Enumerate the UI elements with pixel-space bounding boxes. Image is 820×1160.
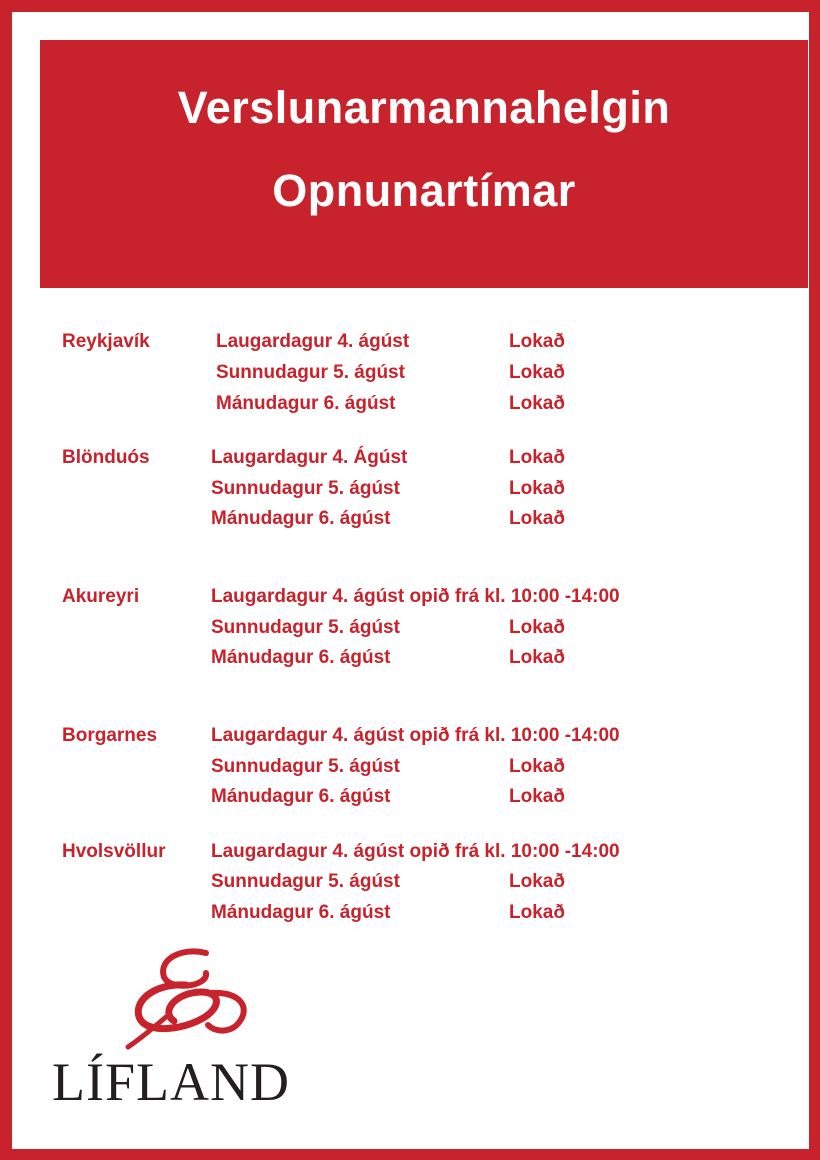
- schedule-day: Mánudagur 6. ágúst: [211, 902, 391, 923]
- schedule-day: Laugardagur 4. ágúst opið frá kl. 10:00 -14:00: [211, 841, 620, 862]
- schedule-status: Lokað: [509, 902, 565, 923]
- schedule-status: Lokað: [509, 331, 565, 352]
- schedule-day: Laugardagur 4. ágúst opið frá kl. 10:00 -14:00: [211, 586, 620, 607]
- schedule-status: Lokað: [509, 617, 565, 638]
- location-name: Akureyri: [62, 586, 140, 607]
- schedule-status: Lokað: [509, 647, 565, 668]
- schedule-day: Mánudagur 6. ágúst: [211, 647, 391, 668]
- location-name: Reykjavík: [62, 331, 150, 352]
- schedule-day: Laugardagur 4. ágúst: [216, 331, 410, 352]
- schedule-day: Sunnudagur 5. ágúst: [211, 756, 400, 777]
- schedule-day: Sunnudagur 5. ágúst: [216, 362, 405, 383]
- schedule-day: Laugardagur 4. Ágúst: [211, 447, 408, 468]
- schedule-day: Sunnudagur 5. ágúst: [211, 617, 400, 638]
- schedule-status: Lokað: [509, 786, 565, 807]
- schedule-day: Sunnudagur 5. ágúst: [211, 871, 400, 892]
- header-title: Verslunarmannahelgin: [177, 82, 671, 133]
- schedule-status: Lokað: [509, 478, 565, 499]
- schedule-status: Lokað: [509, 362, 565, 383]
- schedule-status: Lokað: [509, 756, 565, 777]
- logo-wordmark: LÍFLAND: [52, 1052, 290, 1112]
- schedule-status: Lokað: [509, 871, 565, 892]
- schedule-day: Mánudagur 6. ágúst: [216, 393, 396, 414]
- header-subtitle: Opnunartímar: [272, 165, 576, 216]
- schedule-status: Lokað: [509, 393, 565, 414]
- schedule-day: Sunnudagur 5. ágúst: [211, 478, 400, 499]
- lifland-logo: [52, 945, 292, 1120]
- schedule-day: Mánudagur 6. ágúst: [211, 508, 391, 529]
- schedule-status: Lokað: [509, 508, 565, 529]
- location-name: Blönduós: [62, 447, 150, 468]
- location-name: Borgarnes: [62, 725, 158, 746]
- location-name: Hvolsvöllur: [62, 841, 166, 862]
- schedule-day: Mánudagur 6. ágúst: [211, 786, 391, 807]
- swirl-logo-icon: [122, 945, 262, 1055]
- schedule-day: Laugardagur 4. ágúst opið frá kl. 10:00 -14:00: [211, 725, 620, 746]
- schedule-status: Lokað: [509, 447, 565, 468]
